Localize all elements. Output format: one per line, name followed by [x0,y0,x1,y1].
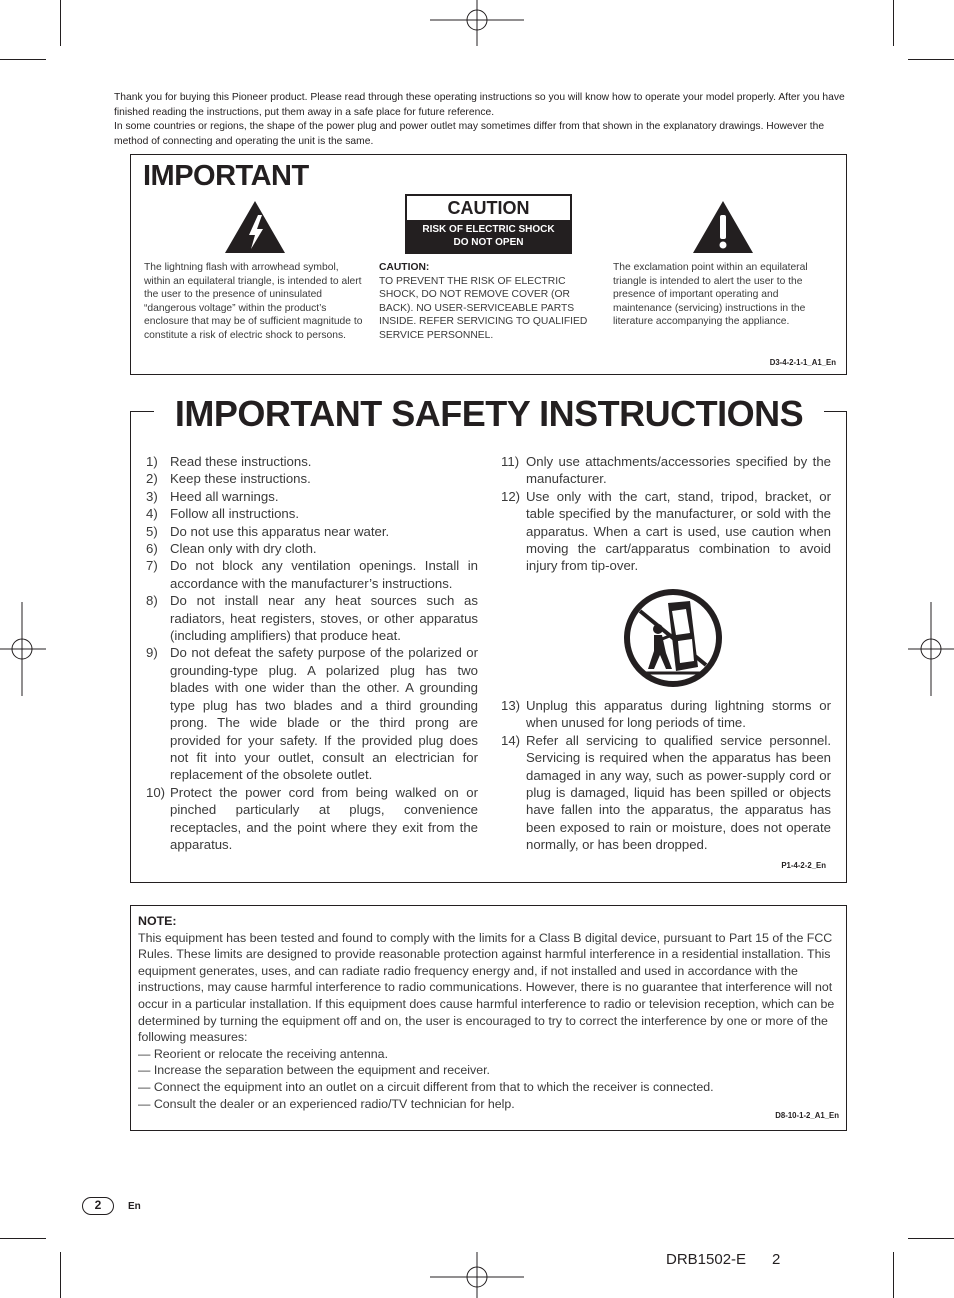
safety-item-number: 8) [146,593,158,609]
safety-item-number: 6) [146,541,158,557]
note-measure: — Increase the separation between the equipment and receiver. [138,1063,490,1078]
safety-list-left [146,453,478,853]
safety-item [146,453,478,470]
caution-text: TO PREVENT THE RISK OF ELECTRIC SHOCK, DO NOT REMOVE COVER (OR BACK). NO USER-SERVICEABLE PARTS INSIDE. REFER SERVICING TO QUALIFIED SERVICE PERSONNEL. [379,275,588,341]
safety-item-number: 11) [501,454,520,469]
crop-mark [60,1252,61,1298]
important-title: IMPORTANT [143,160,309,192]
note-heading: NOTE: [138,914,177,928]
safety-item-number: 13) [501,698,521,713]
caution-description [379,261,595,343]
safety-item-text: Do not use this apparatus near water. [170,523,390,539]
safety-item-number: 12) [501,488,521,504]
safety-item-text: Heed all warnings. [170,488,279,504]
sheet-number: 2 [772,1251,781,1268]
note-text [138,913,838,1112]
safety-item-text: Do not block any ventilation openings. Install in accordance with the manufacturer’s instructions. [170,558,478,591]
crop-mark [0,1238,46,1239]
model-code: DRB1502-E [666,1251,747,1268]
safety-item-text: Read these instructions. [170,454,312,469]
safety-item [146,784,478,854]
important-code: D3-4-2-1-1_A1_En [769,358,836,367]
note-code: D8-10-1-2_A1_En [775,1111,839,1120]
safety-item [501,453,831,488]
safety-item [146,523,478,540]
intro-paragraph: Thank you for buying this Pioneer product. Please read through these operating instructions so you will know how to operate your model properly. After you have finished reading the instructions, put them away in a safe place for future reference. [114,92,845,118]
safety-item-number: 4) [146,506,158,522]
safety-item [146,488,478,505]
safety-item-text: Refer all servicing to qualified service personnel. Servicing is required when the apparatus has been damaged in any way, such as power-supply cord or plug is damaged, liquid has been spilled or objects have fallen into the apparatus, the apparatus has been exposed to rain or moisture, does not operate normally, or has been dropped. [526,732,831,853]
crop-mark [908,59,954,60]
registration-mark-icon [908,602,954,696]
safety-item-text: Unplug this apparatus during lightning storms or when unused for long periods of time. [526,698,831,731]
caution-label-title: CAUTION [407,196,570,220]
exclamation-description: The exclamation point within an equilateral triangle is intended to alert the user to the presence of important operating and maintenance (servicing) instructions in the literature accompanying the appliance. [613,262,808,328]
safety-item [146,644,478,783]
caution-label [405,194,572,254]
note-measure: — Consult the dealer or an experienced radio/TV technician for help. [138,1096,515,1111]
safety-item-text: Clean only with dry cloth. [170,541,317,557]
intro-text [114,91,852,149]
safety-item-text: Do not defeat the safety purpose of the polarized or grounding-type plug. A polarized plug has two blades with one wider than the other. A grounding type plug has two blades and a third grounding prong. The wide blade or the third prong are provided for your safety. If the provided plug does not fit into your outlet, consult an electrician for replacement of the obsolete outlet. [170,645,478,783]
safety-list-right [501,453,831,575]
safety-item [146,540,478,557]
safety-item [146,592,478,644]
crop-mark [893,0,894,46]
crop-mark [0,59,46,60]
safety-item-text: Do not install near any heat sources such as radiators, heat registers, stoves, or other apparatus (including amplifiers) that produce heat. [170,593,478,644]
safety-item-text: Keep these instructions. [170,471,311,487]
caution-label-sub: RISK OF ELECTRIC SHOCK DO NOT OPEN [407,220,570,252]
safety-item-text: Protect the power cord from being walked on or pinched particularly at plugs, convenience receptacles, and the point where they exit from the apparatus. [170,784,478,852]
safety-header [130,394,847,434]
safety-item-number: 14) [501,732,521,748]
registration-mark-icon [430,0,524,46]
caution-heading: CAUTION: [379,262,430,273]
safety-box [130,411,847,883]
safety-list-right-lower [501,697,831,854]
exclamation-warning-icon [691,199,755,255]
safety-item [146,470,478,487]
safety-title: IMPORTANT SAFETY INSTRUCTIONS [154,394,824,434]
page-number-badge: 2 [82,1197,114,1215]
safety-code: P1-4-2-2_En [781,861,826,870]
safety-item-number: 9) [146,645,158,661]
note-body: This equipment has been tested and found to comply with the limits for a Class B digital device, pursuant to Part 15 of the FCC Rules. These limits are designed to provide reasonable protection against harmful interference in a residential installation. This equipment generates, uses, and can radiate radio frequency energy and, if not installed and used in accordance with the instructions, may cause harmful interference to radio communications. However, there is no guarantee that interference will not occur in a particular installation. If this equipment does cause harmful interference to radio or television reception, which can be determined by turning the equipment off and on, the user is encouraged to try to correct the interference by one or more of the following measures: [138,930,835,1045]
safety-item-number: 2) [146,471,158,487]
important-box [130,154,847,375]
safety-item [146,505,478,522]
registration-mark-icon [430,1252,524,1298]
safety-item [501,732,831,854]
crop-mark [908,1238,954,1239]
safety-item-number: 5) [146,523,158,539]
note-measure: — Connect the equipment into an outlet on a circuit different from that to which the receiver is connected. [138,1079,714,1094]
safety-item [501,697,831,732]
registration-mark-icon [0,602,46,696]
crop-mark [60,0,61,46]
page-language: En [128,1201,141,1212]
safety-item-number: 1) [146,454,158,469]
lightning-description: The lightning flash with arrowhead symbol, within an equilateral triangle, is intended to alert the user to the presence of uninsulated “dangerous voltage” within the product’s enclosure that may be of sufficient magnitude to constitute a risk of electric shock to persons. [144,262,363,341]
safety-item-number: 10) [146,784,166,800]
safety-item-text: Use only with the cart, stand, tripod, bracket, or table specified by the manufacturer, or sold with the apparatus. When a cart is used, use caution when moving the cart/apparatus combination to avoid injury from tip-over. [526,488,831,574]
note-measure: — Reorient or relocate the receiving antenna. [138,1046,389,1061]
lightning-warning-icon [223,199,287,255]
intro-paragraph: In some countries or regions, the shape of the power plug and power outlet may sometimes differ from that shown in the explanatory drawings. However the method of connecting and operating the unit is the same. [114,121,825,147]
safety-item-text: Only use attachments/accessories specified by the manufacturer. [526,454,831,487]
crop-mark [893,1252,894,1298]
safety-item-number: 3) [146,488,158,504]
cart-tipover-warning-icon [624,589,722,687]
safety-item [501,488,831,575]
safety-item [146,557,478,592]
safety-item-text: Follow all instructions. [170,506,299,522]
note-box [130,905,847,1131]
safety-item-number: 7) [146,558,158,574]
